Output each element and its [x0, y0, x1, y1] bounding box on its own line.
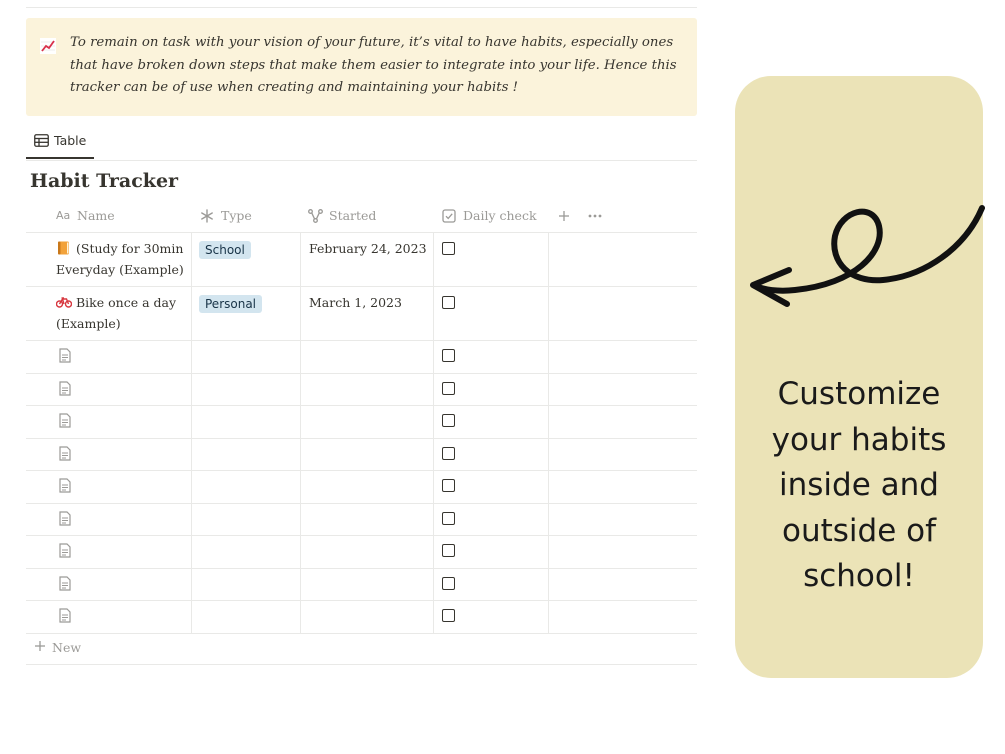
top-divider [26, 7, 697, 8]
table-icon [34, 134, 49, 147]
daily-check-checkbox[interactable] [442, 544, 455, 557]
habit-table [26, 200, 697, 665]
page-icon [59, 446, 71, 461]
page-icon [59, 348, 71, 363]
checkbox-icon [442, 209, 456, 223]
table-row[interactable] [26, 439, 697, 472]
bicycle-icon [56, 295, 72, 309]
daily-check-checkbox[interactable] [442, 349, 455, 362]
daily-check-checkbox[interactable] [442, 447, 455, 460]
more-options-icon[interactable] [588, 214, 602, 218]
table-row[interactable] [26, 601, 697, 634]
column-name[interactable]: Aa Name [56, 200, 186, 232]
callout-text: To remain on task with your vision of your future, it’s vital to have habits, especially ones that have broken down steps that make them easier to integrate into your life. Hence this tracker can be of use when creating and maintaining your habits ! [70, 35, 677, 95]
page-icon [59, 608, 71, 623]
started-date[interactable]: February 24, 2023 [309, 241, 427, 256]
daily-check-checkbox[interactable] [442, 414, 455, 427]
add-property-icon[interactable] [558, 210, 570, 222]
table-header [26, 200, 697, 233]
table-row[interactable] [26, 233, 697, 287]
branch-icon [308, 209, 323, 223]
table-row[interactable] [26, 569, 697, 602]
trending-up-icon [40, 38, 56, 54]
new-row-button[interactable] [26, 634, 697, 665]
book-icon [56, 241, 72, 255]
promo-text: Customize your habits inside and outside of school! [771, 376, 947, 594]
daily-check-checkbox[interactable] [442, 382, 455, 395]
table-row[interactable] [26, 536, 697, 569]
table-row[interactable] [26, 287, 697, 341]
daily-check-checkbox[interactable] [442, 296, 455, 309]
column-daily-check[interactable]: Daily check [442, 200, 552, 232]
empty-rows-group [26, 341, 697, 634]
view-tabs [26, 126, 697, 161]
daily-check-checkbox[interactable] [442, 512, 455, 525]
row-name-cell[interactable]: (Study for 30min Everyday (Example) [56, 241, 184, 277]
page-icon [59, 478, 71, 493]
table-row[interactable] [26, 504, 697, 537]
page-icon [59, 413, 71, 428]
page-icon [59, 381, 71, 396]
type-tag-personal[interactable]: Personal [199, 295, 262, 313]
started-date[interactable]: March 1, 2023 [309, 295, 402, 310]
column-type[interactable]: Type [200, 200, 300, 232]
tab-table[interactable] [26, 126, 94, 159]
daily-check-checkbox[interactable] [442, 242, 455, 255]
page-icon [59, 511, 71, 526]
column-started[interactable]: Started [308, 200, 428, 232]
curly-arrow-icon [735, 190, 985, 315]
callout-block [26, 18, 697, 116]
daily-check-checkbox[interactable] [442, 577, 455, 590]
table-row[interactable] [26, 374, 697, 407]
daily-check-checkbox[interactable] [442, 609, 455, 622]
database-title: Habit Tracker [30, 170, 179, 192]
tab-table-label: Table [54, 133, 87, 148]
type-tag-school[interactable]: School [199, 241, 251, 259]
text-property-icon: Aa [56, 209, 71, 222]
table-row[interactable] [26, 471, 697, 504]
row-name-cell[interactable]: Bike once a day (Example) [56, 295, 177, 331]
promo-panel [735, 76, 983, 678]
table-row[interactable] [26, 341, 697, 374]
page-icon [59, 576, 71, 591]
table-row[interactable] [26, 406, 697, 439]
page-icon [59, 543, 71, 558]
plus-icon [34, 640, 46, 652]
daily-check-checkbox[interactable] [442, 479, 455, 492]
asterisk-icon [200, 209, 214, 223]
new-row-label: New [52, 639, 82, 655]
